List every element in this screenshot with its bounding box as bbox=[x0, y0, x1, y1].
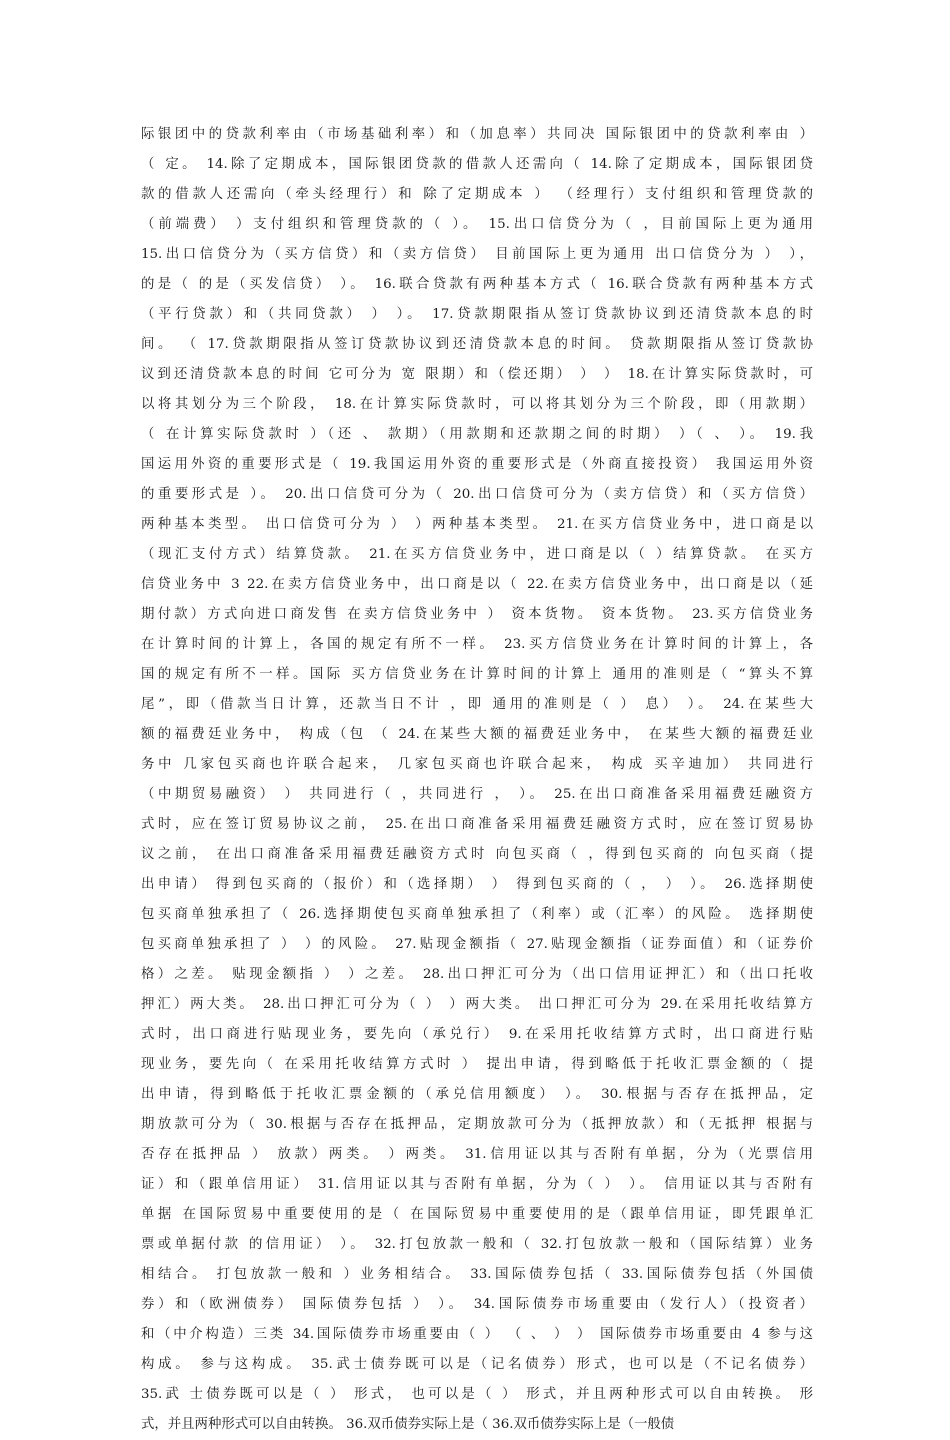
text-line: 国的规定有所不一样。国际 买方信贷业务在计算时间的计算上 通用的准则是（ “算头不算 bbox=[141, 667, 813, 682]
text-line: 的是（ 的是（买发信贷） ）。 16.联合贷款有两种基本方式（ 16.联合贷款有两种基本方式 bbox=[141, 277, 813, 292]
text-line: 式时，应在签订贸易协议之前， 25.在出口商准备采用福费廷融资方式时，应在签订贸易协 bbox=[141, 817, 813, 832]
text-line: 款的借款人还需向（牵头经理行）和 除了定期成本 ） （经理行）支付组织和管理贷款的 bbox=[141, 187, 813, 202]
text-line: 押汇）两大类。 28.出口押汇可分为（ ） ）两大类。 出口押汇可分为 29.在采用托收结算方 bbox=[141, 997, 813, 1012]
text-line: 尾”，即（借款当日计算，还款当日不计 ，即 通用的准则是（ ） 息） ）。 24.在某些大 bbox=[141, 697, 813, 712]
text-line: 15.出口信贷分为（买方信贷）和（卖方信贷） 目前国际上更为通用 出口信贷分为 ） ）， bbox=[141, 247, 813, 262]
text-line: 的重要形式是 ）。 20.出口信贷可分为（ 20.出口信贷可分为（卖方信贷）和（买方信贷） bbox=[141, 487, 813, 502]
text-line: 在计算时间的计算上，各国的规定有所不一样。 23.买方信贷业务在计算时间的计算上，各 bbox=[141, 637, 813, 652]
text-line: 构成。 参与这构成。 35.武士债券既可以是（记名债券）形式，也可以是（不记名债券） bbox=[141, 1357, 813, 1372]
text-line: 议之前， 在出口商准备采用福费廷融资方式时 向包买商（ ，得到包买商的 向包买商（提 bbox=[141, 847, 813, 862]
document-page bbox=[141, 120, 813, 1440]
text-line: 和（中介构造）三类 34.国际债券市场重要由（ ） （ 、 ） ） 国际债券市场重要由 4 参与这 bbox=[141, 1327, 813, 1342]
text-line: 包买商单独承担了（ 26.选择期使包买商单独承担了（利率）或（汇率）的风险。 选择期使 bbox=[141, 907, 813, 922]
text-line: 务中 几家包买商也许联合起来， 几家包买商也许联合起来， 构成 买辛迪加） 共同进行 bbox=[141, 757, 813, 772]
text-line: （ 在计算实际贷款时 ）（还 、 款期）（用款期和还款期之间的时期） ）（ 、 ）。 19.我 bbox=[141, 427, 813, 442]
text-line: （现汇支付方式）结算贷款。 21.在买方信贷业务中，进口商是以（ ）结算贷款。 在买方 bbox=[141, 547, 813, 562]
text-line: 出申请） 得到包买商的（报价）和（选择期） ） 得到包买商的（ ， ） ）。 26.选择期使 bbox=[141, 877, 813, 892]
text-line: 额的福费廷业务中， 构成（包 （ 24.在某些大额的福费廷业务中， 在某些大额的福费廷业 bbox=[141, 727, 813, 742]
text-line: 信贷业务中 3 22.在卖方信贷业务中，出口商是以（ 22.在卖方信贷业务中，出口商是以（延 bbox=[141, 577, 813, 592]
text-line: （中期贸易融资） ） 共同进行（ ，共同进行 ， ）。 25.在出口商准备采用福费廷融资方 bbox=[141, 787, 813, 802]
text-line: 期放款可分为（ 30.根据与否存在抵押品，定期放款可分为（抵押放款）和（无抵押 根据与 bbox=[141, 1117, 813, 1132]
text-line: 包买商单独承担了 ） ）的风险。 27.贴现金额指（ 27.贴现金额指（证券面值）和（证券价 bbox=[141, 937, 813, 952]
text-line: （前端费） ）支付组织和管理贷款的（ ）。 15.出口信贷分为（ ，目前国际上更为通用 bbox=[141, 217, 813, 232]
text-line: 相结合。 打包放款一般和 ）业务相结合。 33.国际债券包括（ 33.国际债券包括（外国债 bbox=[141, 1267, 813, 1282]
text-line: 间。 （ 17.贷款期限指从签订贷款协议到还清贷款本息的时间。 贷款期限指从签订贷款协 bbox=[141, 337, 813, 352]
text-line: 格）之差。 贴现金额指 ） ）之差。 28.出口押汇可分为（出口信用证押汇）和（出口托收 bbox=[141, 967, 813, 982]
text-line: 国运用外资的重要形式是（ 19.我国运用外资的重要形式是（外商直接投资） 我国运用外资 bbox=[141, 457, 813, 472]
text-line: 以将其划分为三个阶段， 18.在计算实际贷款时，可以将其划分为三个阶段，即（用款期） bbox=[141, 397, 813, 412]
text-line: 证）和（跟单信用证） 31.信用证以其与否附有单据，分为（ ） ）。 信用证以其与否附有 bbox=[141, 1177, 813, 1192]
text-line: 否存在抵押品 ） 放款）两类。 ）两类。 31.信用证以其与否附有单据，分为（光票信用 bbox=[141, 1147, 813, 1162]
text-line: 现业务，要先向（ 在采用托收结算方式时 ） 提出申请，得到略低于托收汇票金额的（ 提 bbox=[141, 1057, 813, 1072]
text-line: 券）和（欧洲债券） 国际债券包括 ） ）。 34.国际债券市场重要由（发行人）（投资者） bbox=[141, 1297, 813, 1312]
text-line: 单据 在国际贸易中重要使用的是（ 在国际贸易中重要使用的是（跟单信用证，即凭跟单汇 bbox=[141, 1207, 813, 1222]
text-line: 式，并且两种形式可以自由转换。 36.双币债券实际上是（ 36.双币债券实际上是（一般债 bbox=[141, 1417, 675, 1432]
text-line: 期付款）方式向进口商发售 在卖方信贷业务中 ） 资本货物。 资本货物。 23.买方信贷业务 bbox=[141, 607, 813, 622]
text-line: 议到还清贷款本息的时间 它可分为 宽 限期）和（偿还期） ） ） 18.在计算实际贷款时，可 bbox=[141, 367, 813, 382]
text-line: 出申请，得到略低于托收汇票金额的（承兑信用额度） ）。 30.根据与否存在抵押品，定 bbox=[141, 1087, 813, 1102]
text-line: 35.武 士债券既可以是（ ） 形式， 也可以是（ ） 形式，并且两种形式可以自由转换。 形 bbox=[141, 1387, 813, 1402]
text-line: 两种基本类型。 出口信贷可分为 ） ）两种基本类型。 21.在买方信贷业务中，进口商是以 bbox=[141, 517, 813, 532]
text-line: （ 定。 14.除了定期成本，国际银团贷款的借款人还需向（ 14.除了定期成本，国际银团贷 bbox=[141, 157, 813, 172]
text-line: 式时，出口商进行贴现业务，要先向（承兑行） 9.在采用托收结算方式时，出口商进行贴 bbox=[141, 1027, 813, 1042]
text-line: （平行贷款）和（共同贷款） ） ）。 17.贷款期限指从签订贷款协议到还清贷款本息的时 bbox=[141, 307, 813, 322]
text-line: 际银团中的贷款利率由（市场基础利率）和（加息率）共同决 国际银团中的贷款利率由 ） bbox=[141, 127, 813, 142]
text-line: 票或单据付款 的信用证） ）。 32.打包放款一般和（ 32.打包放款一般和（国际结算）业务 bbox=[141, 1237, 813, 1252]
